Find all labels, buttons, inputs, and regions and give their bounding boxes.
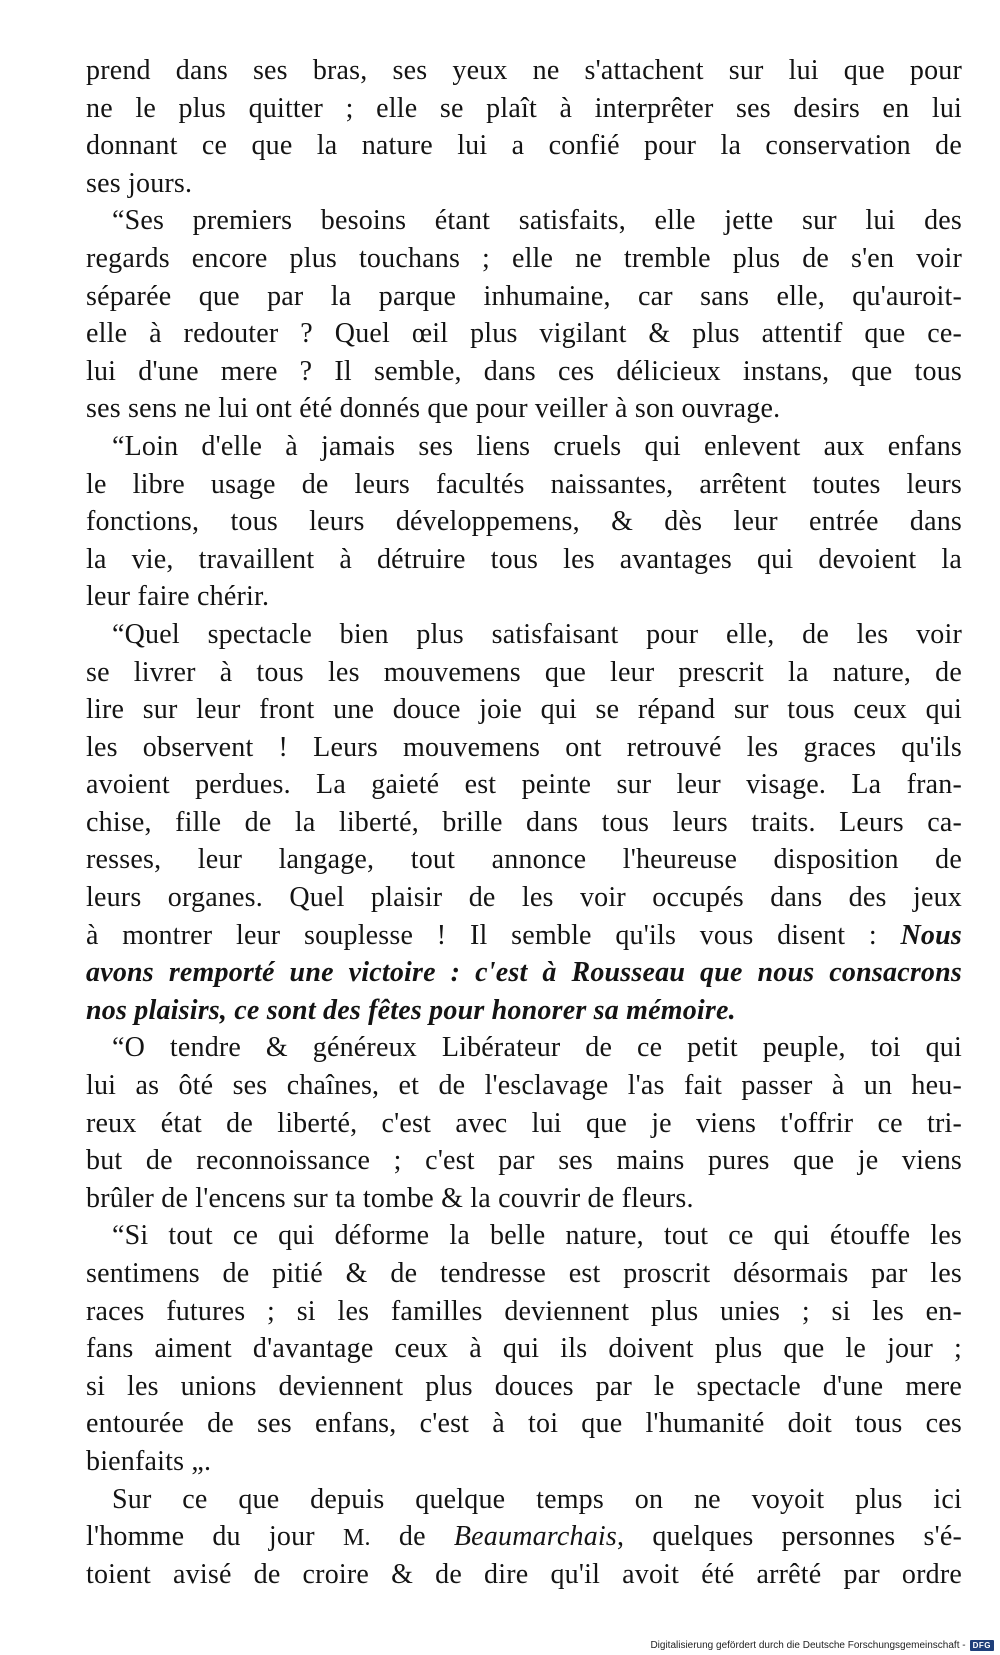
line-text: brûler de l'encens sur ta tombe & la couvrir de fleurs. bbox=[86, 1182, 694, 1214]
text-line bbox=[86, 841, 962, 879]
small-caps-text: M. bbox=[342, 1525, 371, 1552]
line-text: se livrer à tous les mouvemens que leur prescrit la nature, de bbox=[86, 656, 962, 688]
text-line bbox=[86, 165, 962, 203]
dfg-logo-icon: DFG bbox=[970, 1640, 994, 1651]
text-line bbox=[86, 1255, 962, 1293]
line-text: regards encore plus touchans ; elle ne tremble plus de s'en voir bbox=[86, 242, 962, 274]
text-line bbox=[86, 466, 962, 504]
line-text: , quelques personnes s'é- bbox=[616, 1521, 963, 1553]
line-text: sentimens de pitié & de tendresse est proscrit désormais par les bbox=[86, 1258, 962, 1289]
text-line bbox=[86, 1518, 962, 1556]
line-text: chise, fille de la liberté, brille dans tous leurs traits. Leurs ca- bbox=[86, 806, 962, 838]
text-line bbox=[86, 1405, 962, 1443]
text-line bbox=[86, 1443, 962, 1481]
line-text: “Quel spectacle bien plus satisfaisant pour elle, de les voir bbox=[112, 618, 962, 650]
line-text: leurs organes. Quel plaisir de les voir occupés dans des jeux bbox=[86, 882, 962, 914]
text-line bbox=[86, 52, 962, 90]
text-line bbox=[86, 1330, 962, 1368]
text-line bbox=[86, 541, 962, 579]
line-text: leur faire chérir. bbox=[86, 581, 270, 613]
text-line bbox=[86, 766, 962, 804]
text-line bbox=[86, 954, 962, 992]
line-text: “O tendre & généreux Libérateur de ce petit peuple, toi qui bbox=[112, 1032, 962, 1064]
line-text: le libre usage de leurs facultés naissantes, arrêtent toutes leurs bbox=[86, 468, 962, 500]
text-line bbox=[86, 503, 962, 541]
line-text: prend dans ses bras, ses yeux ne s'attachent sur lui que pour bbox=[86, 55, 962, 86]
line-text: races futures ; si les familles deviennent plus unies ; si les en- bbox=[86, 1295, 962, 1327]
text-line bbox=[86, 127, 962, 165]
line-text: “Ses premiers besoins étant satisfaits, elle jette sur lui des bbox=[112, 205, 962, 237]
text-line bbox=[86, 1556, 962, 1594]
line-text: séparée que par la parque inhumaine, car sans elle, qu'auroit- bbox=[86, 280, 962, 312]
italic-name: Beaumarchais bbox=[453, 1521, 617, 1553]
line-text: toient avisé de croire & de dire qu'il avoit été arrêté par ordre bbox=[86, 1558, 962, 1590]
text-line bbox=[86, 616, 962, 654]
italic-text: Nous bbox=[900, 919, 962, 951]
text-line bbox=[86, 1481, 962, 1519]
line-text: lire sur leur front une douce joie qui se répand sur tous ceux qui bbox=[86, 694, 962, 726]
line-text: entourée de ses enfans, c'est à toi que l'humanité doit tous ces bbox=[86, 1408, 962, 1440]
text-line bbox=[86, 1180, 962, 1218]
line-text: si les unions deviennent plus douces par le spectacle d'une mere bbox=[86, 1370, 962, 1402]
text-line bbox=[86, 428, 962, 466]
text-line bbox=[86, 879, 962, 917]
line-text: “Si tout ce qui déforme la belle nature, tout ce qui étouffe les bbox=[112, 1220, 962, 1252]
text-line bbox=[86, 1293, 962, 1331]
line-text: la vie, travaillent à détruire tous les avantages qui devoient la bbox=[86, 543, 962, 575]
text-line bbox=[86, 1217, 962, 1255]
line-text: bienfaits „. bbox=[86, 1445, 212, 1477]
line-text: but de reconnoissance ; c'est par ses mains pures que je viens bbox=[86, 1145, 962, 1177]
line-text: avoient perdues. La gaieté est peinte sur leur visage. La fran- bbox=[86, 769, 962, 801]
text-line bbox=[86, 353, 962, 391]
text-line bbox=[86, 1105, 962, 1143]
text-line bbox=[86, 202, 962, 240]
line-text: à montrer leur souplesse ! Il semble qu'ils vous disent : bbox=[86, 919, 877, 951]
line-text: “Loin d'elle à jamais ses liens cruels qui enlevent aux enfans bbox=[112, 430, 962, 462]
line-text: donnant ce que la nature lui a confié pour la conservation de bbox=[86, 130, 962, 162]
text-line bbox=[86, 654, 962, 692]
line-text: nos plaisirs, ce sont des fêtes pour honorer sa mémoire. bbox=[86, 994, 736, 1026]
text-line bbox=[86, 278, 962, 316]
line-text: Sur ce que depuis quelque temps on ne voyoit plus ici bbox=[112, 1483, 962, 1515]
text-line bbox=[86, 729, 962, 767]
text-line bbox=[86, 691, 962, 729]
digitization-credit bbox=[650, 1640, 994, 1651]
text-line bbox=[86, 390, 962, 428]
line-text: ses sens ne lui ont été donnés que pour veiller à son ouvrage. bbox=[86, 393, 781, 425]
line-text: avons remporté une victoire : c'est à Rousseau que nous consacrons bbox=[86, 957, 962, 989]
line-text: fonctions, tous leurs développemens, & dès leur entrée dans bbox=[86, 506, 962, 538]
text-line bbox=[86, 1067, 962, 1105]
text-line bbox=[86, 578, 962, 616]
text-line bbox=[86, 992, 962, 1030]
text-line bbox=[86, 1368, 962, 1406]
text-line bbox=[86, 315, 962, 353]
credit-text: Digitalisierung gefördert durch die Deutsche Forschungsgemeinschaft - bbox=[650, 1640, 966, 1651]
line-text: fans aiment d'avantage ceux à qui ils doivent plus que le jour ; bbox=[86, 1333, 962, 1365]
line-text: l'homme du jour bbox=[86, 1521, 315, 1553]
line-text: de bbox=[398, 1521, 426, 1553]
text-line bbox=[86, 90, 962, 128]
line-text: lui as ôté ses chaînes, et de l'esclavage l'as fait passer à un heu- bbox=[86, 1070, 962, 1102]
text-line bbox=[86, 804, 962, 842]
line-text: resses, leur langage, tout annonce l'heureuse disposition de bbox=[86, 844, 962, 876]
line-text: reux état de liberté, c'est avec lui que je viens t'offrir ce tri- bbox=[86, 1107, 962, 1139]
text-line bbox=[86, 240, 962, 278]
line-text: ses jours. bbox=[86, 167, 193, 199]
text-line bbox=[86, 917, 962, 955]
line-text: elle à redouter ? Quel œil plus vigilant & plus attentif que ce- bbox=[86, 318, 962, 350]
text-line bbox=[86, 1029, 962, 1067]
line-text: les observent ! Leurs mouvemens ont retrouvé les graces qu'ils bbox=[86, 731, 962, 763]
line-text: ne le plus quitter ; elle se plaît à interprêter ses desirs en lui bbox=[86, 92, 962, 124]
page-text bbox=[86, 52, 962, 1593]
text-line bbox=[86, 1142, 962, 1180]
line-text: lui d'une mere ? Il semble, dans ces délicieux instans, que tous bbox=[86, 355, 962, 387]
